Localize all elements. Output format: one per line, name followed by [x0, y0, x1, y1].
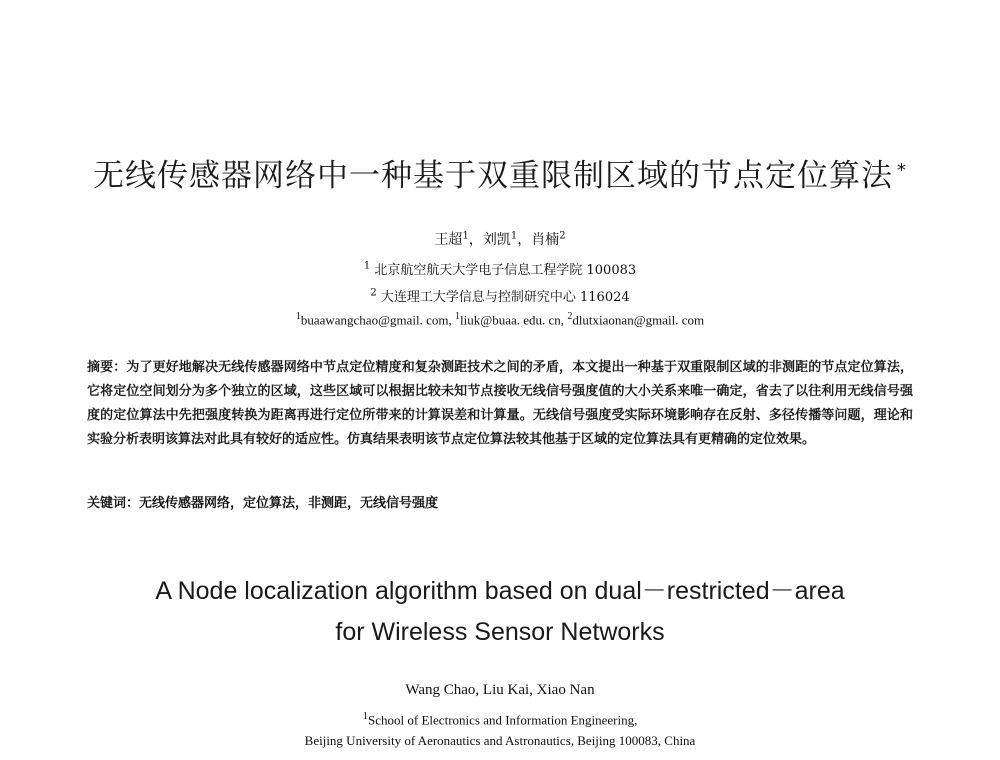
english-title-line-1: A Node localization algorithm based on dual－restricted－area [155, 577, 845, 605]
author-sep: ， [517, 232, 532, 248]
keywords-cn [87, 492, 913, 511]
affiliation-en-school: School of Electronics and Information Engineering, [368, 712, 638, 728]
abstract-text: 为了更好地解决无线传感器网络中节点定位精度和复杂测距技术之间的矛盾，本文提出一种基于双重限制区域的非测距的节点定位算法，它将定位空间划分为多个独立的区域，这些区域可以根据比较未知节点接收无线信号强度值的大小关系来唯一确定，省去了以往利用无线信号强度的定位算法中先把强度转换为距离再进行定位所带来的计算误差和计算量。无线信号强度受实际环境影响存在反射、多径传播等问题，理论和实验分析表明该算法对此具有较好的适应性。仿真结果表明该节点定位算法较其他基于区域的定位算法具有更精确的定位效果。 [87, 360, 913, 447]
affiliation-en-line-2: Beijing University of Aeronautics and Astronautics, Beijing 100083, China [304, 733, 696, 748]
chinese-authors [0, 229, 1000, 249]
affiliation-cn-1-text: 北京航空航天大学电子信息工程学院 100083 [374, 263, 637, 278]
author-emails [0, 311, 1000, 328]
author-1-sup: 1 [462, 230, 469, 242]
english-title [0, 571, 1000, 653]
email-1-sup: 1 [295, 311, 301, 322]
affiliation-cn-2-sup: 2 [370, 287, 377, 299]
email-2-sup: 1 [455, 311, 461, 322]
abstract-cn [87, 356, 913, 452]
author-sep: ， [468, 232, 483, 248]
english-authors: Wang Chao, Liu Kai, Xiao Nan [405, 682, 595, 698]
email-2: liuk@buaa. edu. cn, [460, 312, 565, 328]
author-3: 肖楠 [531, 232, 560, 248]
author-3-sup: 2 [559, 230, 566, 242]
affiliation-cn-1 [0, 259, 1000, 278]
affiliation-en-sup: 1 [362, 710, 369, 722]
author-1: 王超 [434, 232, 463, 248]
affiliation-cn-1-sup: 1 [363, 260, 371, 272]
english-title-line-2: for Wireless Sensor Networks [335, 618, 665, 646]
affiliation-en-line-1 [0, 710, 1000, 728]
title-footnote-mark: * [897, 160, 907, 181]
keywords-label: 关键词： [87, 496, 140, 511]
email-3-sup: 2 [567, 311, 573, 322]
affiliation-cn-2-text: 大连理工大学信息与控制研究中心 116024 [380, 290, 630, 305]
keywords-text: 无线传感器网络，定位算法，非测距，无线信号强度 [139, 496, 439, 511]
author-2: 刘凯 [482, 232, 511, 248]
abstract-label: 摘要： [87, 360, 127, 375]
affiliation-cn-2 [0, 286, 1000, 305]
chinese-title [0, 150, 1000, 195]
author-2-sup: 1 [510, 230, 518, 242]
chinese-title-text: 无线传感器网络中一种基于双重限制区域的节点定位算法 [93, 158, 893, 194]
email-3: dlutxiaonan@gmail. com [572, 312, 705, 328]
email-1: buaawangchao@gmail. com, [300, 312, 452, 328]
